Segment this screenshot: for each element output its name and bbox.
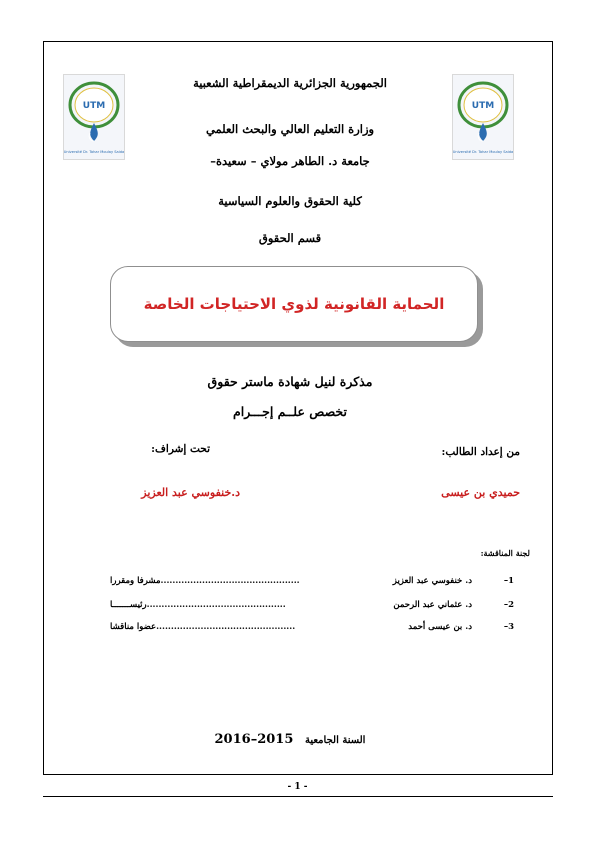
- committee-member-role: ...............................................عضوا مناقشا: [110, 622, 296, 632]
- committee-member-number: 1–: [503, 576, 514, 586]
- logo-caption: Université Dr. Tahar Moulay Saida: [453, 150, 513, 154]
- header-department: قسم الحقوق: [258, 231, 322, 245]
- supervisor-name: د.خنفوسي عبد العزيز: [141, 486, 240, 499]
- page-number: - 1 -: [287, 782, 308, 792]
- specialty: تخصص علــم إجـــرام: [233, 404, 347, 419]
- header-university: جامعة د. الطاهر مولاي – سعيدة–: [210, 154, 370, 168]
- university-logo-right: [452, 74, 514, 160]
- header-republic: الجمهورية الجزائرية الديمقراطية الشعبية: [193, 76, 387, 90]
- committee-member-role: ...............................................مشرفا ومقررا: [110, 576, 300, 586]
- student-label: من إعداد الطالب:: [441, 446, 520, 458]
- university-emblem-icon: [453, 75, 513, 159]
- committee-member-number: 3–: [503, 622, 514, 632]
- committee-row: [110, 576, 520, 590]
- header-ministry: وزارة التعليم العالي والبحث العلمي: [205, 122, 375, 136]
- academic-year-value: 2015–2016: [214, 732, 294, 747]
- academic-year: [140, 728, 440, 747]
- academic-year-label: السنة الجامعية: [304, 735, 366, 746]
- committee-label: لجنة المناقشة:: [480, 548, 530, 558]
- memo-degree: مذكرة لنيل شهادة ماستر حقوق: [207, 374, 373, 389]
- student-name: حميدي بن عيسى: [441, 486, 520, 499]
- committee-member-role: ...............................................رئيســـــــا: [110, 600, 286, 610]
- committee-row: [110, 622, 520, 636]
- committee-member-name: د. بن عيسى أحمد: [408, 622, 472, 632]
- supervisor-label: تحت إشراف:: [151, 443, 210, 455]
- logo-initials: UTM: [82, 101, 106, 111]
- university-logo-left: [63, 74, 125, 160]
- logo-caption: Université Dr. Tahar Moulay Saida: [64, 150, 124, 154]
- thesis-title-box: [110, 266, 478, 342]
- university-emblem-icon: [64, 75, 124, 159]
- committee-row: [110, 600, 520, 614]
- committee-member-number: 2–: [503, 600, 514, 610]
- committee-member-name: د. خنفوسي عبد العزيز: [392, 576, 472, 586]
- logo-initials: UTM: [471, 101, 495, 111]
- thesis-title: الحماية القانونية لذوي الاحتياجات الخاصة: [143, 295, 445, 313]
- footer-divider: [43, 796, 553, 797]
- header-faculty: كلية الحقوق والعلوم السياسية: [218, 194, 362, 208]
- committee-member-name: د. عثماني عبد الرحمن: [393, 600, 472, 610]
